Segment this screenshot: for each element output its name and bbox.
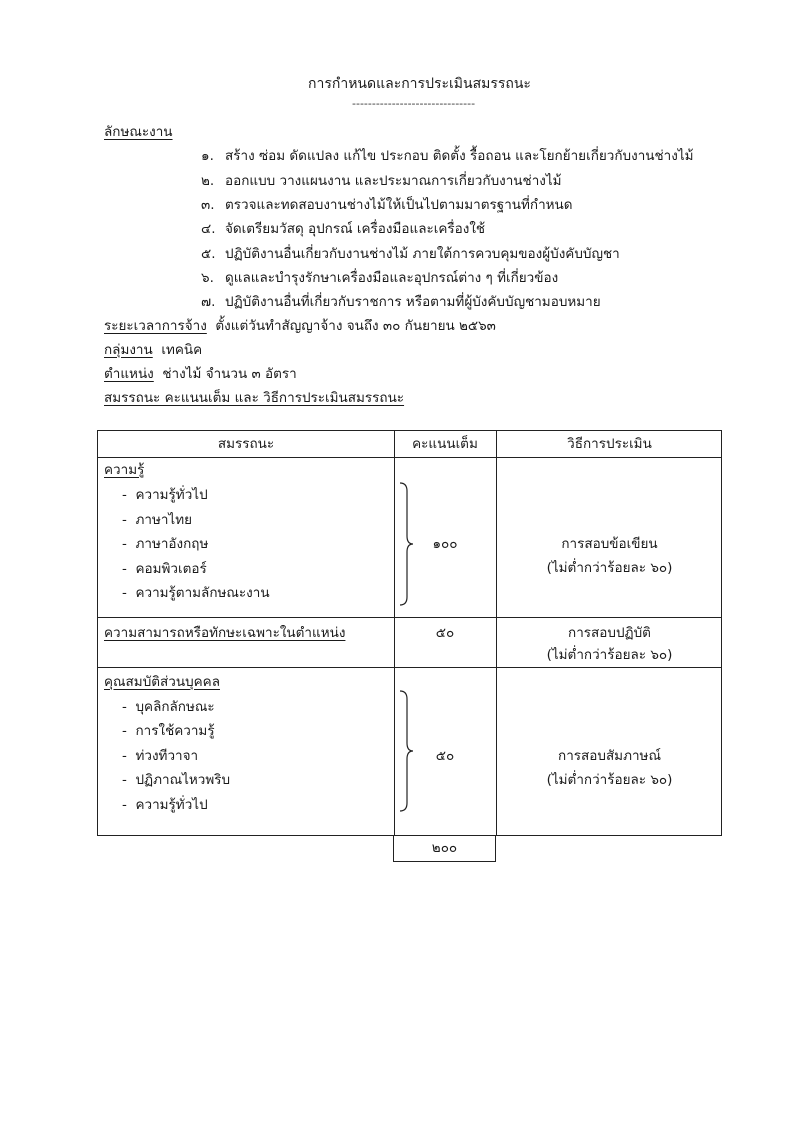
row2-score: ๕๐ [435,625,455,641]
header-competency: สมรรถนะ [217,436,275,452]
row1-item: - คอมพิวเตอร์ [122,561,207,577]
job-description-heading: ลักษณะงาน [104,124,173,140]
work-group-label: กลุ่มงาน [104,342,153,358]
header-divider [98,457,721,458]
row3-category: คุณสมบัติส่วนบุคคล [104,674,220,690]
item-number: ๕. [201,246,216,262]
job-item-6 [201,269,558,287]
job-item-1 [201,147,694,165]
item-text: ปฏิบัติงานอื่นเกี่ยวกับงานช่างไม้ ภายใต้การควบคุมของผู้บังคับบัญชา [225,246,620,262]
job-item-5 [201,245,620,263]
row1-category: ความรู้ [104,462,145,478]
row3-item: - ปฏิภาณไหวพริบ [122,772,231,788]
row3-item: - ความรู้ทั่วไป [122,797,208,813]
total-score: ๒๐๐ [393,835,496,862]
work-group [104,341,202,359]
position [104,365,297,383]
row2-criterion: (ไม่ต่ำกว่าร้อยละ ๖๐) [546,647,673,663]
row1-score: ๑๐๐ [432,536,458,552]
item-number: ๓. [201,197,215,213]
position-value: ช่างไม้ จำนวน ๓ อัตรา [162,366,297,382]
job-item-3 [201,196,573,214]
row3-item: - ท่วงทีวาจา [122,748,199,764]
position-label: ตำแหน่ง [104,366,154,382]
item-text: ดูแลและบำรุงรักษาเครื่องมือและอุปกรณ์ต่าง ๆ ที่เกี่ยวข้อง [225,270,559,286]
row1-item: - ภาษาอังกฤษ [122,536,209,552]
row3-criterion: (ไม่ต่ำกว่าร้อยละ ๖๐) [546,772,673,788]
row-divider [98,667,721,668]
work-group-value: เทคนิค [161,342,203,358]
document-title: การกำหนดและการประเมินสมรรถนะ [308,76,531,92]
employment-period [104,317,496,335]
row-divider [98,617,721,618]
item-text: ปฏิบัติงานอื่นที่เกี่ยวกับราชการ หรือตามที่ผู้บังคับบัญชามอบหมาย [225,294,601,310]
item-text: จัดเตรียมวัสดุ อุปกรณ์ เครื่องมือและเครื่องใช้ [225,221,486,237]
item-text: ออกแบบ วางแผนงาน และประมาณการเกี่ยวกับงานช่างไม้ [225,173,562,189]
row1-item: - ความรู้ตามลักษณะงาน [122,585,270,601]
header-method: วิธีการประเมิน [567,436,652,452]
competency-table [97,430,722,836]
item-number: ๒. [201,173,215,189]
item-text: ตรวจและทดสอบงานช่างไม้ให้เป็นไปตามมาตรฐานที่กำหนด [225,197,573,213]
row1-item: - ความรู้ทั่วไป [122,487,208,503]
row1-criterion: (ไม่ต่ำกว่าร้อยละ ๖๐) [546,560,673,576]
competency-heading: สมรรถนะ คะแนนเต็ม และ วิธีการประเมินสมรรถนะ [104,390,405,406]
employment-period-label: ระยะเวลาการจ้าง [104,318,207,334]
row1-method: การสอบข้อเขียน [561,536,658,552]
item-number: ๑. [201,148,214,164]
job-item-7 [201,293,601,311]
job-item-2 [201,172,562,190]
title-divider: ------------------------------- [352,97,476,110]
item-number: ๗. [201,294,216,310]
row3-method: การสอบสัมภาษณ์ [558,748,661,764]
row3-item: - บุคลิกลักษณะ [122,699,215,715]
item-text: สร้าง ซ่อม ดัดแปลง แก้ไข ประกอบ ติดตั้ง รื้อถอน และโยกย้ายเกี่ยวกับงานช่างไม้ [225,148,694,164]
employment-period-value: ตั้งแต่วันทำสัญญาจ้าง จนถึง ๓๐ กันยายน ๒๕๖๓ [215,318,496,334]
header-full-score: คะแนนเต็ม [412,436,478,452]
row1-item: - ภาษาไทย [122,512,193,528]
item-number: ๔. [201,221,216,237]
row3-score: ๕๐ [435,748,455,764]
row3-item: - การใช้ความรู้ [122,723,215,739]
item-number: ๖. [201,270,214,286]
row2-method: การสอบปฏิบัติ [568,625,651,641]
row2-category: ความสามารถหรือทักษะเฉพาะในตำแหน่ง [104,625,346,641]
job-item-4 [201,220,485,238]
